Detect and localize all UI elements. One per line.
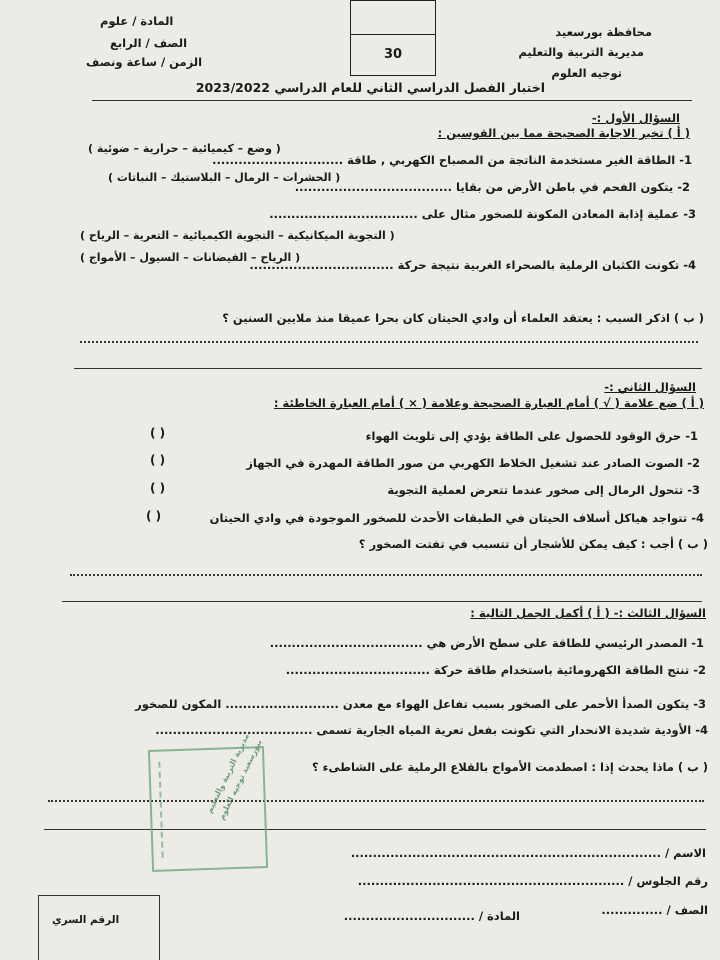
q1-item-1: 1- الطاقة الغير مستخدمة الناتجة من المصباح الكهربي , طاقة .............................. <box>212 153 692 167</box>
official-stamp <box>148 732 268 872</box>
governorate: محافظة بورسعيد <box>555 25 652 39</box>
q2-answer-1: ( ) <box>150 426 166 440</box>
q1-part-b: ( ب ) اذكر السبب : يعتقد العلماء أن وادي الحيتان كان بحرا عميقا منذ ملايين السنين ؟ <box>222 311 704 325</box>
q3-item-2: 2- تنتج الطاقة الكهرومائية باستخدام طاقة حركة ................................. <box>285 663 706 677</box>
q2-item-2: 2- الصوت الصادر عند تشغيل الخلاط الكهربي من صور الطاقة المهدرة في الجهاز <box>246 456 700 470</box>
directorate: مديرية التربية والتعليم <box>518 45 644 59</box>
score-box <box>350 0 436 76</box>
q2-answer-4: ( ) <box>146 509 162 523</box>
name-field[interactable]: الاسم / ....................................................................... <box>350 846 706 860</box>
q2-answer-2: ( ) <box>150 453 166 467</box>
total-score: 30 <box>383 47 403 62</box>
q3-heading: السؤال الثالث :- ( أ ) أكمل الجمل التالية : <box>470 606 706 620</box>
q3-part-b: ( ب ) ماذا يحدث إذا : اصطدمت الأمواج بالقلاع الرملية على الشاطىء ؟ <box>311 760 708 774</box>
exam-title: اختبار الفصل الدراسي الثاني للعام الدراسي 2023/2022 <box>195 80 545 95</box>
class-field[interactable]: الصف / .............. <box>601 903 708 917</box>
subject-field[interactable]: المادة / .............................. <box>343 909 520 923</box>
q1-options-1: ( وضع – كيميائية – حرارية – ضوئية ) <box>88 142 281 155</box>
seat-number-field[interactable]: رقم الجلوس / ............................................................. <box>357 874 708 888</box>
q3-item-1: 1- المصدر الرئيسي للطاقة على سطح الأرض هي ................................... <box>269 636 704 650</box>
subject-line: المادة / علوم <box>100 14 174 28</box>
secret-number-box <box>38 895 160 960</box>
q2-item-1: 1- حرق الوقود للحصول على الطاقة يؤدي إلى تلويث الهواء <box>365 429 698 443</box>
q2-part-b: ( ب ) أجب : كيف يمكن للأشجار أن تتسبب في تفتت الصخور ؟ <box>358 537 708 551</box>
q3-item-4: 4- الأودية شديدة الانحدار التي تكونت بفعل تعرية المياه الجارية تسمى .................................... <box>155 723 708 737</box>
q1-item-3: 3- عملية إذابة المعادن المكونة للصخور مثال على .................................. <box>269 207 696 221</box>
q2-item-3: 3- تتحول الرمال إلى صخور عندما تتعرض لعملية التجوية <box>387 483 700 497</box>
time-line: الزمن / ساعة ونصف <box>86 55 203 69</box>
q1-options-2: ( الحشرات – الرمال – البلاستيك – النباتات ) <box>108 171 341 184</box>
q1-part-a: ( أ ) تخير الاجابة الصحيحة مما بين القوسين : <box>437 126 690 140</box>
q2-answer-3: ( ) <box>150 481 166 495</box>
science-dept: توجيه العلوم <box>551 66 622 80</box>
q3-item-3: 3- يتكون الصدأ الأحمر على الصخور بسبب تفاعل الهواء مع معدن .......................... المكون للصخور <box>135 697 706 711</box>
secret-number-label: الرقم السري <box>52 914 120 926</box>
q2-item-4: 4- تتواجد هياكل أسلاف الحيتان في الطبقات الأحدث للصخور الموجودة في وادي الحيتان <box>209 511 704 525</box>
q1-item-4: 4- تكونت الكثبان الرملية بالصحراء الغربية نتيجة حركة ................................. <box>249 258 696 272</box>
grade-line: الصف / الرابع <box>110 36 188 50</box>
q1-heading: السؤال الأول :- <box>591 111 680 125</box>
q1-item-2: 2- يتكون الفحم في باطن الأرض من بقايا .................................... <box>294 180 690 194</box>
stamp-text: مديرية التربية والتعليم ببورسعيد توجيه العلوم <box>204 732 264 822</box>
q1-options-4: ( الرياح – الفيضانات – السيول – الأمواج ) <box>80 251 301 264</box>
q1-options-3: ( التجوية الميكانيكية – التجوية الكيميائية – التعرية – الرياح ) <box>80 229 395 242</box>
q2-heading: السؤال الثاني :- <box>604 380 696 394</box>
q2-part-a: ( أ ) ضع علامة ( √ ) أمام العبارة الصحيحة وعلامة ( × ) أمام العبارة الخاطئة : <box>273 396 704 410</box>
